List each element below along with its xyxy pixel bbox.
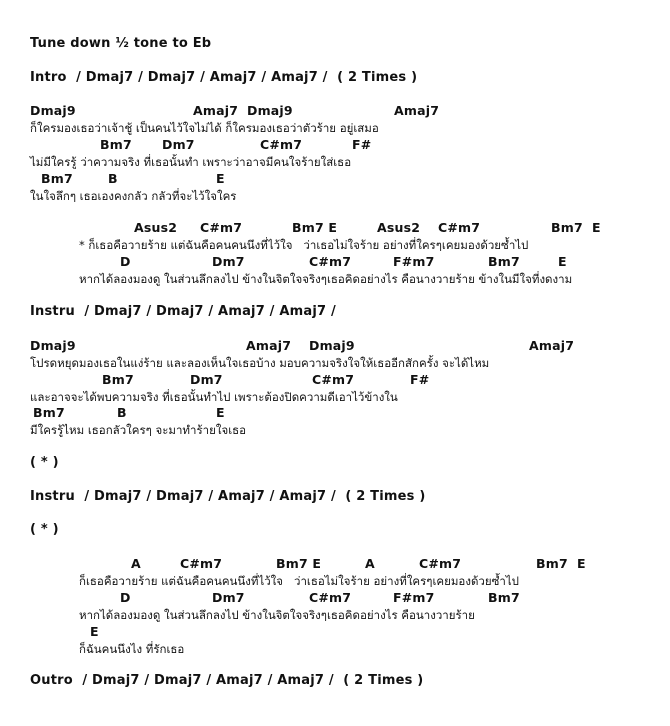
repeat-marker: ( * ) — [30, 455, 59, 470]
lyric-line: หากได้ลองมองดู ในส่วนลึกลงไป ข้างในจิตใจจริงๆเธอคิดอย่างไร คือนางวายร้าย — [79, 608, 475, 622]
chord: Dm7 — [190, 372, 223, 387]
lyric-line: ก็เธอคือวายร้าย แต่ฉันคือคนคนนึงที่ไว้ใจ ว่าเธอไม่ใจร้าย อย่างที่ใครๆเคยมองด้วยซ้ำไป — [79, 574, 519, 588]
chord: F#m7 — [393, 590, 435, 605]
outro-line: Outro / Dmaj7 / Dmaj7 / Amaj7 / Amaj7 / ( 2 Times ) — [30, 673, 424, 688]
chord: E — [216, 171, 225, 186]
chord: F# — [410, 372, 430, 387]
chord: Bm7 E — [536, 556, 586, 571]
chord: D — [120, 590, 131, 605]
chord: C#m7 — [419, 556, 462, 571]
chord: Bm7 E — [551, 220, 601, 235]
lyric-line: หากได้ลองมองดู ในส่วนลึกลงไป ข้างในจิตใจจริงๆเธอคิดอย่างไร คือนางวายร้าย ข้างในมีใจที่งดงาม — [79, 272, 573, 286]
chord: C#m7 — [309, 590, 352, 605]
chord: Dmaj9 — [30, 103, 76, 118]
chord: Amaj7 — [246, 338, 292, 353]
lyric-line: ไม่มีใครรู้ ว่าความจริง ที่เธอนั้นทำ เพราะว่าอาจมีคนใจร้ายใส่เธอ — [30, 155, 352, 169]
lyric-line: ในใจลึกๆ เธอเองคงกลัว กลัวที่จะไว้ใจใคร — [30, 189, 237, 203]
instru-line: Instru / Dmaj7 / Dmaj7 / Amaj7 / Amaj7 / ( 2 Times ) — [30, 489, 426, 504]
lyric-line: โปรดหยุดมองเธอในแง่ร้าย และลองเห็นใจเธอบ้าง มอบความจริงใจให้เธออีกสักครั้ง จะได้ไหม — [30, 356, 490, 370]
chord: C#m7 — [309, 254, 352, 269]
chord: B — [108, 171, 118, 186]
chord: Bm7 — [100, 137, 132, 152]
repeat-marker: ( * ) — [30, 522, 59, 537]
chord: A — [131, 556, 141, 571]
chord: C#m7 — [260, 137, 303, 152]
chord: Bm7 — [41, 171, 73, 186]
chord: Dm7 — [212, 590, 245, 605]
chord: Asus2 — [134, 220, 178, 235]
chord: Dmaj9 — [30, 338, 76, 353]
chord: Amaj7 — [394, 103, 440, 118]
chord: F#m7 — [393, 254, 435, 269]
tuning-note: Tune down ½ tone to Eb — [30, 36, 212, 51]
chord: Bm7 — [33, 405, 65, 420]
chord: C#m7 — [312, 372, 355, 387]
chord: Dm7 — [212, 254, 245, 269]
chord: Dm7 — [162, 137, 195, 152]
lyric-line: ก็ฉันคนนึงไง ที่รักเธอ — [79, 642, 185, 656]
chord: Amaj7 — [529, 338, 575, 353]
intro-line: Intro / Dmaj7 / Dmaj7 / Amaj7 / Amaj7 / ( 2 Times ) — [30, 70, 418, 85]
lyric-line: ก็ใครมองเธอว่าเจ้าชู้ เป็นคนไว้ใจไม่ได้ ก็ใครมองเธอว่าตัวร้าย อยู่เสมอ — [30, 121, 379, 135]
chord: C#m7 — [200, 220, 243, 235]
chord: Bm7 E — [292, 220, 338, 235]
chord: Asus2 — [377, 220, 421, 235]
chord: E — [216, 405, 225, 420]
chord: F# — [352, 137, 372, 152]
chord: E — [558, 254, 567, 269]
chord: E — [90, 624, 99, 639]
chord: A — [365, 556, 375, 571]
chord: D — [120, 254, 131, 269]
chord: Bm7 — [488, 254, 520, 269]
chord: Bm7 — [488, 590, 520, 605]
lyric-line: * ก็เธอคือวายร้าย แต่ฉันคือคนคนนึงที่ไว้ใจ ว่าเธอไม่ใจร้าย อย่างที่ใครๆเคยมองด้วยซ้ำไป — [79, 238, 529, 252]
chord: Bm7 E — [276, 556, 322, 571]
instru-line: Instru / Dmaj7 / Dmaj7 / Amaj7 / Amaj7 / — [30, 304, 336, 319]
lyric-line: มีใครรู้ไหม เธอกลัวใครๆ จะมาทำร้ายใจเธอ — [30, 423, 247, 437]
chord: B — [117, 405, 127, 420]
chord: C#m7 — [180, 556, 223, 571]
chord: Amaj7 — [193, 103, 239, 118]
chord: Bm7 — [102, 372, 134, 387]
chord: C#m7 — [438, 220, 481, 235]
chord: Dmaj9 — [247, 103, 293, 118]
lyric-line: และอาจจะได้พบความจริง ที่เธอนั้นทำไป เพราะต้องปิดความดีเอาไว้ข้างใน — [30, 390, 398, 404]
chord: Dmaj9 — [309, 338, 355, 353]
